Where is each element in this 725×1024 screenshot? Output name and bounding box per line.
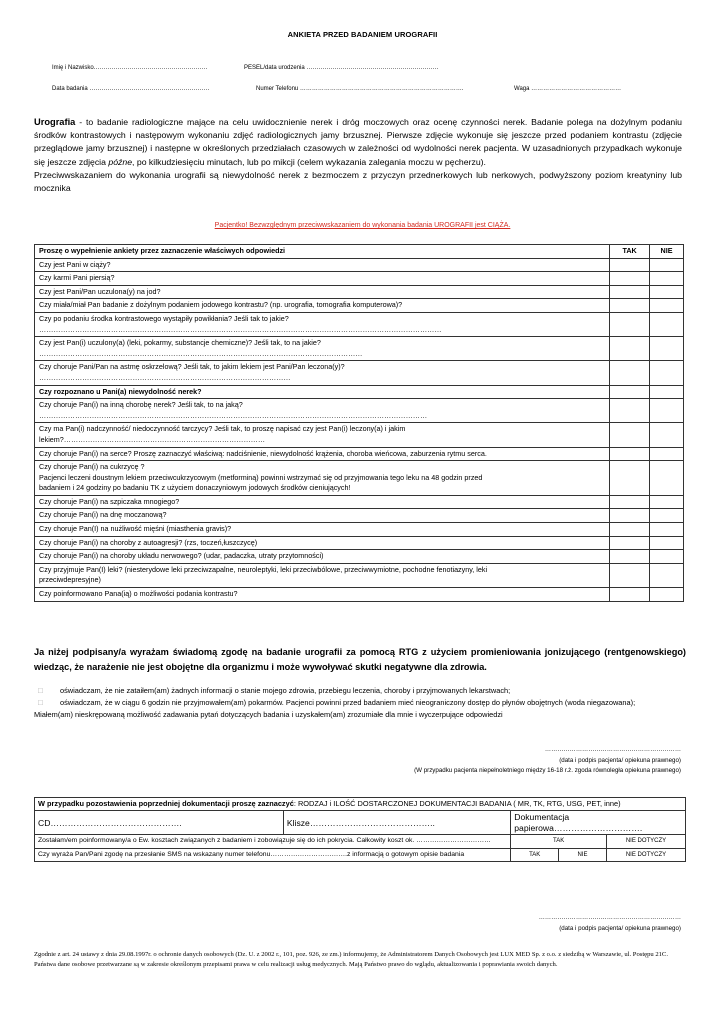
- answer-yes-cell[interactable]: [610, 447, 650, 461]
- intro-paragraph-2: Przeciwwskazaniem do wykonania urografii są niewydolność nerek z bezmoczem z przyczyn przednerkowych lub nerkowych, podwyższony poziom kreatyniny lub mocznika: [34, 169, 682, 194]
- survey-header-row: [35, 245, 684, 259]
- table-row: [35, 258, 684, 272]
- answer-no-cell[interactable]: [650, 461, 684, 496]
- documentation-table: [34, 797, 686, 862]
- survey-question: Czy po podaniu środka kontrastowego wystąpiły powikłania? Jeśli tak to jakie? ……………………………………………………………………………………………………………………………………………………: [35, 312, 610, 336]
- answer-no-cell[interactable]: [650, 509, 684, 523]
- survey-question: Czy choruje Pani/Pan na astmę oskrzelową? Jeśli tak, to jakim lekiem jest Pani/Pan leczona(y)? ……………………………………………………………………………………………: [35, 361, 610, 385]
- answer-no-cell[interactable]: [650, 423, 684, 447]
- minor-consent-note: (W przypadku pacjenta niepełnoletniego między 16-18 r.ż. zgoda równoległa opiekuna prawnego): [414, 767, 681, 774]
- table-row: [35, 461, 684, 496]
- pesel-field[interactable]: PESEL/data urodzenia …………………………………………………………: [244, 65, 439, 71]
- answer-no-cell[interactable]: [650, 361, 684, 385]
- cd-field[interactable]: CD……………………………………….: [35, 811, 284, 835]
- checkbox-icon[interactable]: □: [38, 686, 43, 695]
- survey-question: Czy choruje Pan(i) na dnę moczanową?: [35, 509, 610, 523]
- declaration-1: oświadczam, że nie zataiłem(am) żadnych informacji o stanie mojego zdrowia, przebiegu leczenia, choroby i przyjmowanych lekarstwach;: [60, 686, 511, 695]
- answer-no-cell[interactable]: [650, 536, 684, 550]
- answer-yes-cell[interactable]: [610, 550, 650, 564]
- intro-text: [34, 116, 682, 195]
- answer-no-cell[interactable]: [650, 272, 684, 286]
- answer-no-cell[interactable]: [650, 588, 684, 602]
- costs-not-applicable-option[interactable]: NIE DOTYCZY: [606, 835, 685, 848]
- answer-yes-cell[interactable]: [610, 495, 650, 509]
- table-row: [35, 299, 684, 313]
- table-row: [35, 588, 684, 602]
- table-row: [35, 447, 684, 461]
- answer-yes-cell[interactable]: [610, 563, 650, 587]
- answer-yes-cell[interactable]: [610, 423, 650, 447]
- sms-consent-question: Czy wyraża Pan/Pani zgodę na przesłanie SMS na wskazany numer telefonu…………………………….z informacją o gotowym opisie badania: [35, 848, 511, 861]
- answer-yes-cell[interactable]: [610, 536, 650, 550]
- phone-field[interactable]: Numer Telefonu ……………………………………………………………………….: [256, 86, 464, 92]
- table-row: [35, 385, 684, 399]
- paper-docs-field[interactable]: Dokumentacja papierowa………………………….: [511, 811, 686, 835]
- answer-no-cell[interactable]: [650, 258, 684, 272]
- survey-question: Czy choruje Pan(i) na choroby układu nerwowego? (udar, padaczka, utraty przytomności): [35, 550, 610, 564]
- gdpr-notice: Zgodnie z art. 24 ustawy z dnia 29.08.1997r. o ochronie danych osobowych (Dz. U. z 2002 r., 101, poz. 926, ze zm.) informujemy, że Administratorem Danych Osobowych jest LUX MED Sp. z o.o. z siedzibą w Warszawie, ul. Postępu 21C. Państwa dane osobowe przetwarzane są w zakresie określonym przepisami prawa w celu realizacji usług medycznych. Mają Państwo prawo do wglądu, aktualizowania i poprawiania swoich danych.: [34, 951, 668, 969]
- intro-term: Urografia: [34, 117, 76, 127]
- declaration-3: Miałem(am) nieskrępowaną możliwość zadawania pytań dotyczących badania i uzyskałem(am) zrozumiałe dla mnie i wyczerpujące odpowiedzi: [34, 710, 503, 719]
- answer-no-cell[interactable]: [650, 337, 684, 361]
- answer-yes-cell[interactable]: [610, 312, 650, 336]
- table-row: [35, 495, 684, 509]
- survey-question: Czy choruje Pan(I) na nużliwość mięśni (miasthenia gravis)?: [35, 523, 610, 537]
- intro-paragraph-1-end: , po kilkudziesięciu minutach, lub po mikcji (celem wykazania zalegania moczu w pęcherzu).: [132, 156, 486, 167]
- exam-date-field[interactable]: Data badania ……………………………………………………: [52, 86, 210, 92]
- table-row: [35, 536, 684, 550]
- survey-question: Czy choruje Pan(i) na choroby z autoagresji? (rzs, toczeń,łuszczycę): [35, 536, 610, 550]
- consent-statement: Ja niżej podpisany/a wyrażam świadomą zgodę na badanie urografii za pomocą RTG z użyciem promieniowania jonizującego (rentgenowskiego) wiedząc, że narażenie nie jest obojętne dla organizmu i może wywoływać skutki negatywne dla zdrowia.: [34, 647, 686, 672]
- survey-question: Czy karmi Pani piersią?: [35, 272, 610, 286]
- answer-yes-cell[interactable]: [610, 299, 650, 313]
- signature-caption: (data i podpis pacjenta/ opiekuna prawnego): [559, 924, 681, 932]
- survey-question: Czy miała/miał Pan badanie z dożylnym podaniem jodowego kontrastu? (np. urografia, tomografia komputerowa)?: [35, 299, 610, 313]
- answer-yes-cell[interactable]: [610, 385, 650, 399]
- name-field[interactable]: Imię i Nazwisko…………………………………………………: [52, 65, 208, 71]
- survey-question: Czy rozpoznano u Pani(a) niewydolność nerek?: [35, 385, 610, 399]
- declarations: [34, 685, 684, 721]
- survey-table: [34, 244, 684, 602]
- survey-question: Czy poinformowano Pana(ią) o możliwości podania kontrastu?: [35, 588, 610, 602]
- answer-yes-cell[interactable]: [610, 588, 650, 602]
- answer-no-cell[interactable]: [650, 399, 684, 423]
- answer-yes-cell[interactable]: [610, 337, 650, 361]
- table-row: [35, 563, 684, 587]
- sms-no-option[interactable]: NIE: [559, 848, 607, 861]
- answer-no-cell[interactable]: [650, 495, 684, 509]
- survey-question: Czy choruje Pan(i) na szpiczaka mnogiego?: [35, 495, 610, 509]
- answer-no-cell[interactable]: [650, 385, 684, 399]
- table-row: [35, 337, 684, 361]
- table-row: [35, 550, 684, 564]
- intro-paragraph-1: - to badanie radiologiczne mające na celu uwidocznienie nerek i dróg moczowych oraz ocenę czynności nerek. Badanie polega na dożylnym podaniu środków kontrastowych i następowym wykonaniu zdjęć radiologicznych jamy brzusznej. Pierwsze zdjęcie wykonuje się jeszcze przed podaniem kontrastu (zdjęcie przeglądowe jamy brzusznej) i następne w określonych przedziałach czasowych w zależności od wydolności nerek pacjenta. W uzasadnionych przypadkach wykonuje się jeszcze zdjęcia: [34, 117, 682, 167]
- survey-question: Czy przyjmuje Pan(I) leki? (niesterydowe leki przeciwzapalne, neuroleptyki, leki przeciwbólowe, przeciwwymiotne, pochodne fenotiazyny, leki przeciwdepresyjne): [35, 563, 610, 587]
- survey-body: [35, 258, 684, 601]
- answer-no-cell[interactable]: [650, 447, 684, 461]
- answer-no-cell[interactable]: [650, 285, 684, 299]
- survey-col-yes: TAK: [610, 245, 650, 259]
- survey-col-no: NIE: [650, 245, 684, 259]
- signature-caption: (data i podpis pacjenta/ opiekuna prawnego): [559, 756, 681, 764]
- answer-no-cell[interactable]: [650, 312, 684, 336]
- pregnancy-warning: Pacjentko! Bezwzględnym przeciwwskazaniem do wykonania badania UROGRAFII jest CIĄŻA.: [214, 222, 511, 229]
- survey-question: Czy choruje Pan(i) na inną chorobę nerek? Jeśli tak, to na jaką? ………………………………………………………………………………………………………………………………………………: [35, 399, 610, 423]
- answer-yes-cell[interactable]: [610, 461, 650, 496]
- answer-yes-cell[interactable]: [610, 509, 650, 523]
- form-title: ANKIETA PRZED BADANIEM UROGRAFII: [287, 30, 438, 39]
- table-row: [35, 272, 684, 286]
- signature-block-2: [539, 913, 681, 934]
- sms-yes-option[interactable]: TAK: [511, 848, 559, 861]
- answer-yes-cell[interactable]: [610, 523, 650, 537]
- answer-yes-cell[interactable]: [610, 272, 650, 286]
- table-row: [35, 423, 684, 447]
- survey-question: Czy jest Pani/Pan uczulona(y) na jod?: [35, 285, 610, 299]
- answer-no-cell[interactable]: [650, 523, 684, 537]
- survey-question: Czy choruje Pan(i) na serce? Proszę zaznaczyć właściwą: nadciśnienie, niewydolność krążenia, choroba wieńcowa, zaburzenia rytmu serca.: [35, 447, 610, 461]
- documentation-header: W przypadku pozostawienia poprzedniej dokumentacji proszę zaznaczyć: RODZAJ i ILOŚĆ DOSTARCZONEJ DOKUMENTACJI BADANIA ( MR, TK, RTG, USG, PET, inne): [35, 798, 686, 811]
- survey-question: Czy choruje Pan(i) na cukrzycę ? Pacjenci leczeni doustnym lekiem przeciwcukrzycowym (metforminą) powinni wstrzymać się od przyjmowania tego leku na 48 godzin przed badaniem i 24 godziny po badaniu TK z użyciem donaczyniowym jodowych środków cieniujących!: [35, 461, 610, 496]
- survey-question: Czy jest Pani w ciąży?: [35, 258, 610, 272]
- table-row: [35, 312, 684, 336]
- answer-no-cell[interactable]: [650, 563, 684, 587]
- costs-statement: Zostałam/em poinformowany/a o Ew. kosztach związanych z badaniem i zobowiązuje się do ich pokrycia. Całkowity koszt ok. ……………………………: [35, 835, 511, 848]
- signature-block-1: [414, 745, 681, 777]
- sms-not-applicable-option[interactable]: NIE DOTYCZY: [606, 848, 685, 861]
- table-row: [35, 523, 684, 537]
- table-row: [35, 509, 684, 523]
- answer-yes-cell[interactable]: [610, 285, 650, 299]
- costs-yes-option[interactable]: TAK: [511, 835, 607, 848]
- answer-yes-cell[interactable]: [610, 361, 650, 385]
- signature-line[interactable]: ……………………………………………………………: [538, 914, 681, 921]
- intro-late-term: późne: [108, 156, 133, 167]
- survey-header: Proszę o wypełnienie ankiety przez zaznaczenie właściwych odpowiedzi: [35, 245, 610, 259]
- answer-yes-cell[interactable]: [610, 258, 650, 272]
- checkbox-icon[interactable]: □: [38, 698, 43, 707]
- table-row: [35, 361, 684, 385]
- declaration-2: oświadczam, że w ciągu 6 godzin nie przyjmowałem(am) pokarmów. Pacjenci powinni przed badaniem mieć nieograniczony dostęp do płynów obojętnych (woda niegazowana);: [60, 698, 636, 707]
- survey-question: Czy ma Pan(i) nadczynność/ niedoczynność tarczycy? Jeśli tak, to proszę napisać czy jest Pan(i) leczony(a) i jakim lekiem?…………………………………………………………………………: [35, 423, 610, 447]
- signature-line[interactable]: …………………………………………………………: [544, 746, 681, 753]
- answer-yes-cell[interactable]: [610, 399, 650, 423]
- table-row: [35, 285, 684, 299]
- films-field[interactable]: Klisze……………………………………..: [283, 811, 510, 835]
- weight-field[interactable]: Waga ………………………………………: [514, 86, 622, 92]
- answer-no-cell[interactable]: [650, 550, 684, 564]
- answer-no-cell[interactable]: [650, 299, 684, 313]
- survey-question: Czy jest Pan(i) uczulony(a) (leki, pokarmy, substancje chemiczne)? Jeśli tak, to na jakie? ………………………………………………………………………………………………………………………: [35, 337, 610, 361]
- table-row: [35, 399, 684, 423]
